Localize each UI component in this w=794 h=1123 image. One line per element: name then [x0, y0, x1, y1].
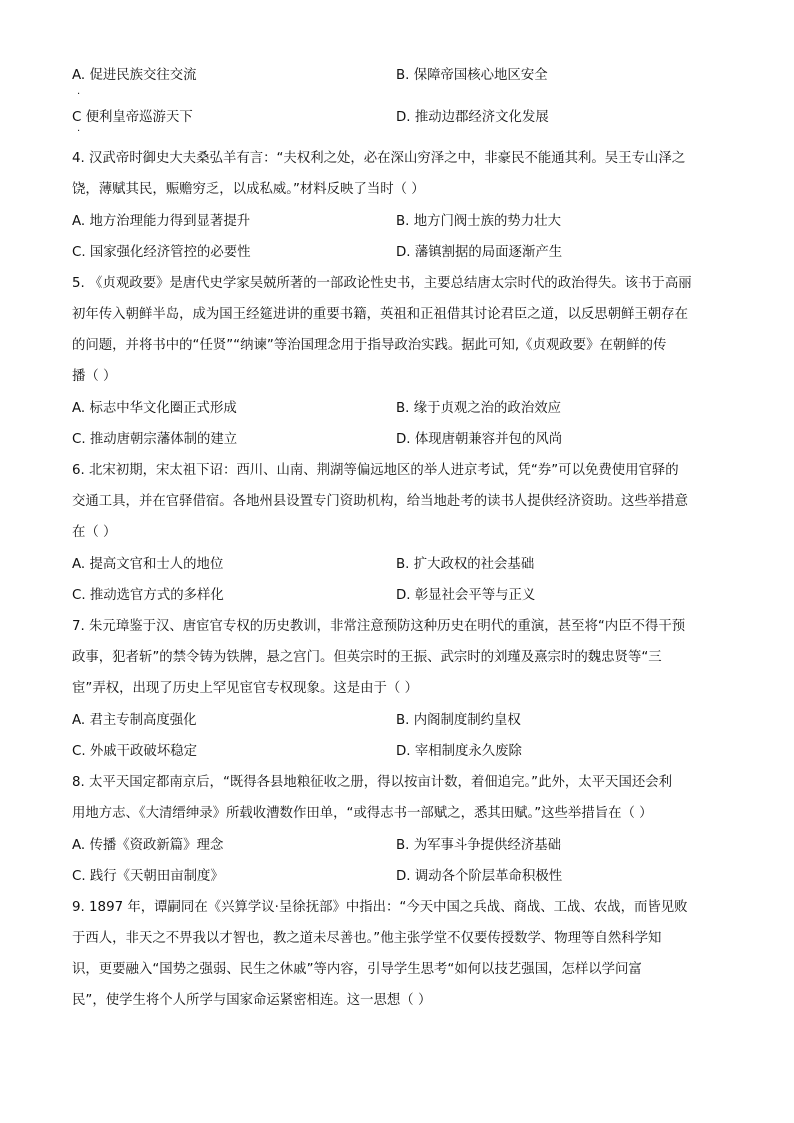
q6-option-b: B. 扩大政权的社会基础 [396, 557, 535, 572]
q4-stem-line: 4. 汉武帝时御史大夫桑弘羊有言：“夫权利之处，必在深山穷泽之中，非豪民不能通其利。吴王专山泽之 [72, 151, 686, 166]
q7-option-d: D. 宰相制度永久废除 [396, 744, 522, 759]
q8-option-d: D. 调动各个阶层革命积极性 [396, 869, 563, 884]
q6-stem-line: 6. 北宋初期，宋太祖下诏：西川、山南、荆湖等偏远地区的举人进京考试，凭“券”可以免费使用官驿的 [72, 463, 679, 478]
q9-stem-line: 民”，使学生将个人所学与国家命运紧密相连。这一思想（ ） [72, 993, 432, 1008]
q7-option-b: B. 内阁制度制约皇权 [396, 713, 521, 728]
q5-stem-line: 5. 《贞观政要》是唐代史学家吴兢所著的一部政论性史书，主要总结唐太宗时代的政治得失。该书于高丽 [72, 276, 692, 291]
q5-option-a: A. 标志中华文化圈正式形成 [72, 401, 237, 416]
q4-option-d: D. 藩镇割据的局面逐渐产生 [396, 245, 563, 260]
scan-speck: · [77, 89, 81, 100]
q5-stem-line: 播（ ） [72, 369, 117, 384]
q4-stem-line: 饶，薄赋其民，赈赡穷乏，以成私威。”材料反映了当时（ ） [72, 182, 425, 197]
q7-option-a: A. 君主专制高度强化 [72, 713, 197, 728]
q3-option-b: B. 保障帝国核心地区安全 [396, 68, 548, 83]
q7-option-c: C. 外戚干政破坏稳定 [72, 744, 197, 759]
q6-stem-line: 交通工具，并在官驿借宿。各地州县设置专门资助机构，给当地赴考的读书人提供经济资助。这些举措意 [72, 494, 688, 509]
q3-option-d: D. 推动边郡经济文化发展 [396, 110, 549, 125]
q3-option-a: A. 促进民族交往交流 [72, 68, 197, 83]
q9-stem-line: 于西人，非天之不畀我以才智也，教之道未尽善也。”他主张学堂不仅要传授数学、物理等自然科学知 [72, 931, 662, 946]
q6-option-a: A. 提高文官和士人的地位 [72, 557, 224, 572]
q3-option-c: C 便利皇帝巡游天下 [72, 110, 193, 125]
q6-option-d: D. 彰显社会平等与正义 [396, 588, 536, 603]
q4-option-b: B. 地方门阀士族的势力壮大 [396, 214, 561, 229]
q8-stem-line: 用地方志、《大清缙绅录》所载收漕数作田单，“或得志书一部赋之，悉其田赋。”这些举措旨在（ ） [72, 806, 653, 821]
q5-option-b: B. 缘于贞观之治的政治效应 [396, 401, 561, 416]
q8-option-a: A. 传播《资政新篇》理念 [72, 838, 224, 853]
q5-option-d: D. 体现唐朝兼容并包的风尚 [396, 432, 563, 447]
q8-option-b: B. 为军事斗争提供经济基础 [396, 838, 561, 853]
scan-speck: · [77, 126, 81, 137]
q8-option-c: C. 践行《天朝田亩制度》 [72, 869, 224, 884]
q7-stem-line: 政事，犯者斩”的禁令铸为铁牌，悬之宫门。但英宗时的王振、武宗时的刘瑾及熹宗时的魏忠贤等“三 [72, 650, 662, 665]
q5-stem-line: 初年传入朝鲜半岛，成为国王经筵进讲的重要书籍，英祖和正祖借其讨论君臣之道，以反思朝鲜王朝存在 [72, 307, 688, 322]
q7-stem-line: 宦”弄权，出现了历史上罕见宦官专权现象。这是由于（ ） [72, 681, 418, 696]
q9-stem-line: 9. 1897 年，谭嗣同在《兴算学议·呈徐抚部》中指出：“今天中国之兵战、商战、工战、农战，而皆见败 [72, 900, 688, 915]
q9-stem-line: 识，更要融入“国势之强弱、民生之休戚”等内容，引导学生思考“如何以技艺强国，怎样以学问富 [72, 962, 642, 977]
q6-option-c: C. 推动选官方式的多样化 [72, 588, 224, 603]
q7-stem-line: 7. 朱元璋鉴于汉、唐宦官专权的历史教训，非常注意预防这种历史在明代的重演，甚至将“内臣不得干预 [72, 619, 686, 634]
q8-stem-line: 8. 太平天国定都南京后，“既得各县地粮征收之册，得以按亩计数，着佃追完。”此外，太平天国还会利 [72, 775, 673, 790]
q4-option-c: C. 国家强化经济管控的必要性 [72, 245, 251, 260]
q5-option-c: C. 推动唐朝宗藩体制的建立 [72, 432, 238, 447]
q5-stem-line: 的问题，并将书中的“任贤”“纳谏”等治国理念用于指导政治实践。据此可知,《贞观政要》在朝鲜的传 [72, 338, 667, 353]
q6-stem-line: 在（ ） [72, 525, 117, 540]
q4-option-a: A. 地方治理能力得到显著提升 [72, 214, 251, 229]
